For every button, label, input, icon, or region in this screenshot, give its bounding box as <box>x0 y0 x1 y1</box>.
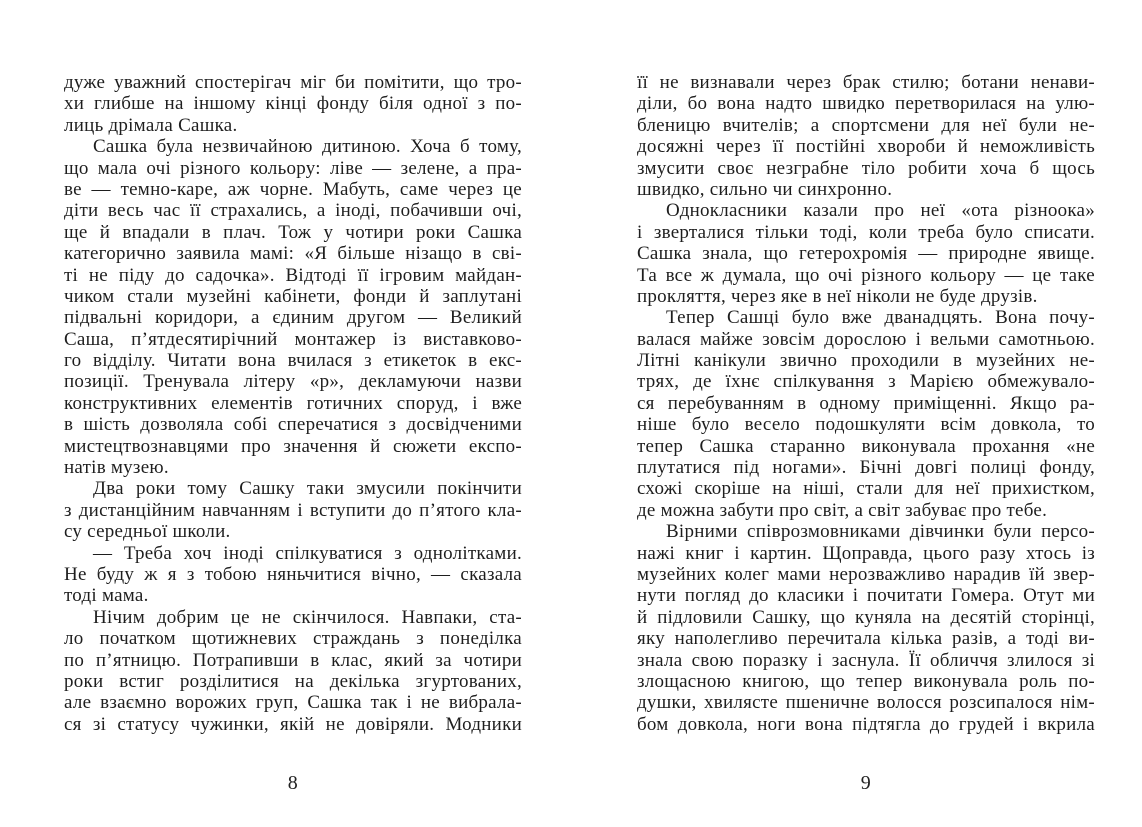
text-line: її не визнавали через брак стилю; ботани ненави- <box>637 72 1095 93</box>
text-line: діли, бо вона надто швидко перетворилася на улю- <box>637 93 1095 115</box>
text-line: ся перебуванням в одному приміщенні. Якщо ра- <box>637 392 1095 414</box>
text-line: знала свою поразку і заснула. Її обличчя злилося зі <box>637 649 1095 671</box>
page-number: 8 <box>287 772 299 794</box>
text-line: музейних колег мами нерозважливо нарадив їй звер- <box>637 563 1095 585</box>
text-line: ті не піду до садочка». Відтоді її ігровим майдан- <box>64 264 522 286</box>
text-line: Та все ж думала, що очі різного кольору — це таке <box>637 264 1095 286</box>
text-line: з дистанційним навчанням і вступити до п’ятого кла- <box>64 499 522 521</box>
text-line: але взаємно ворожих груп, Сашка так і не вибрала- <box>64 692 522 714</box>
text-line: досяжні через її постійні хвороби й неможливість <box>637 136 1095 158</box>
text-line: душки, хвилясте пшеничне волосся розсипалося нім- <box>637 692 1095 714</box>
text-line: діти весь час її страхались, а іноді, побачивши очі, <box>64 200 522 222</box>
text-line: змусити своє незграбне тіло робити хоча б щось <box>637 157 1095 179</box>
text-line: дуже уважний спостерігач міг би помітити, що тро- <box>64 72 522 93</box>
text-line: по п’ятницю. Потрапивши в клас, який за чотири <box>64 649 522 671</box>
text-line: бленицю вчителів; а спортсмени для неї були не- <box>637 114 1095 136</box>
text-line: тепер Сашка старанно виконувала прохання «не <box>637 435 1095 457</box>
text-line: в шість дозволяла собі сперечатися з досвідченими <box>64 414 522 436</box>
text-line: Вірними співрозмовниками дівчинки були персо- <box>666 521 1095 543</box>
page-right <box>637 72 1095 812</box>
text-line: трях, де їхнє спілкування з Марією обмежувало- <box>637 371 1095 393</box>
text-line: натів музею. <box>64 457 169 479</box>
text-line: Літні канікули звично проходили в музейних не- <box>637 350 1095 372</box>
text-line: категорично заявила мамі: «Я більше нізащо в сві- <box>64 243 522 265</box>
text-line: лиць дрімала Сашка. <box>64 114 238 136</box>
text-line: Однокласники казали про неї «ота різноока» <box>666 200 1095 222</box>
text-line: нути погляд до класики і почитати Гомера. Отут ми <box>637 585 1095 607</box>
text-line: прокляття, через яке в неї ніколи не буде друзів. <box>637 285 1038 307</box>
text-line: Два роки тому Сашку таки змусили покінчити <box>93 478 522 500</box>
text-line: чиком стали музейні кабінети, фонди й заплутані <box>64 285 522 307</box>
page-right-text-block <box>637 72 1095 735</box>
text-line: позиції. Тренувала літеру «р», декламуючи назви <box>64 371 522 393</box>
text-line: підвальні коридори, а єдиним другом — Великий <box>64 307 522 329</box>
page-number: 9 <box>860 772 872 794</box>
text-line: злощасною книгою, що тепер виконувала роль по- <box>637 670 1095 692</box>
text-line: су середньої школи. <box>64 521 231 543</box>
text-line: Не буду ж я з тобою няньчитися вічно, — сказала <box>64 563 522 585</box>
text-line: схожі скоріше на ніші, стали для неї прихистком, <box>637 478 1095 500</box>
text-line: го відділу. Читати вона вчилася з етикеток в екс- <box>64 350 522 372</box>
text-line: конструктивних елементів готичних споруд, і вже <box>64 392 522 414</box>
text-line: де можна забути про світ, а світ забуває про тебе. <box>637 499 1048 521</box>
text-line: ся зі статусу чужинки, якій не довіряли. Модники <box>64 713 522 735</box>
text-line: тоді мама. <box>64 585 149 607</box>
page-left-text-block <box>64 72 522 735</box>
text-line: Сашка знала, що гетерохромія — природне явище. <box>637 243 1095 265</box>
page-left <box>64 72 522 812</box>
text-line: й підловили Сашку, що куняла на десятій сторінці, <box>637 606 1095 628</box>
text-line: хи глибше на іншому кінці фонду біля одної з по- <box>64 93 522 115</box>
text-line: ще й впадали в плач. Тож у чотири роки Сашка <box>64 221 522 243</box>
text-line: валася майже зовсім дорослою і вельми самотньою. <box>637 328 1095 350</box>
text-line: яку наполегливо перечитала кілька разів, а тоді ви- <box>637 628 1095 650</box>
text-line: роки встиг розділитися на декілька згуртованих, <box>64 670 522 692</box>
text-line: що мала очі різного кольору: ліве — зелене, а пра- <box>64 157 522 179</box>
text-line: Тепер Сашці було вже дванадцять. Вона почу- <box>666 307 1095 329</box>
text-line: — Треба хоч іноді спілкуватися з однолітками. <box>93 542 522 564</box>
text-line: і зверталися тільки тоді, коли треба було списати. <box>637 221 1095 243</box>
text-line: нажі книг і картин. Щоправда, цього разу хтось із <box>637 542 1095 564</box>
text-line: ло початком щотижневих страждань з понеділка <box>64 628 522 650</box>
text-line: ніше було весело подошкуляти всім довкола, то <box>637 414 1095 436</box>
text-line: Саша, п’ятдесятирічний монтажер із виставково- <box>64 328 522 350</box>
text-line: Нічим добрим це не скінчилося. Навпаки, ста- <box>93 606 522 628</box>
text-line: Сашка була незвичайною дитиною. Хоча б тому, <box>93 136 522 158</box>
text-line: швидко, сильно чи синхронно. <box>637 178 893 200</box>
text-line: бом довкола, ноги вона підтягла до грудей і вкрила <box>637 713 1095 735</box>
text-line: мистецтвознавцями про значення й сюжети експо- <box>64 435 522 457</box>
text-line: ве — темно-каре, аж чорне. Мабуть, саме через це <box>64 178 522 200</box>
text-line: плутатися під ногами». Бічні довгі полиці фонду, <box>637 457 1095 479</box>
